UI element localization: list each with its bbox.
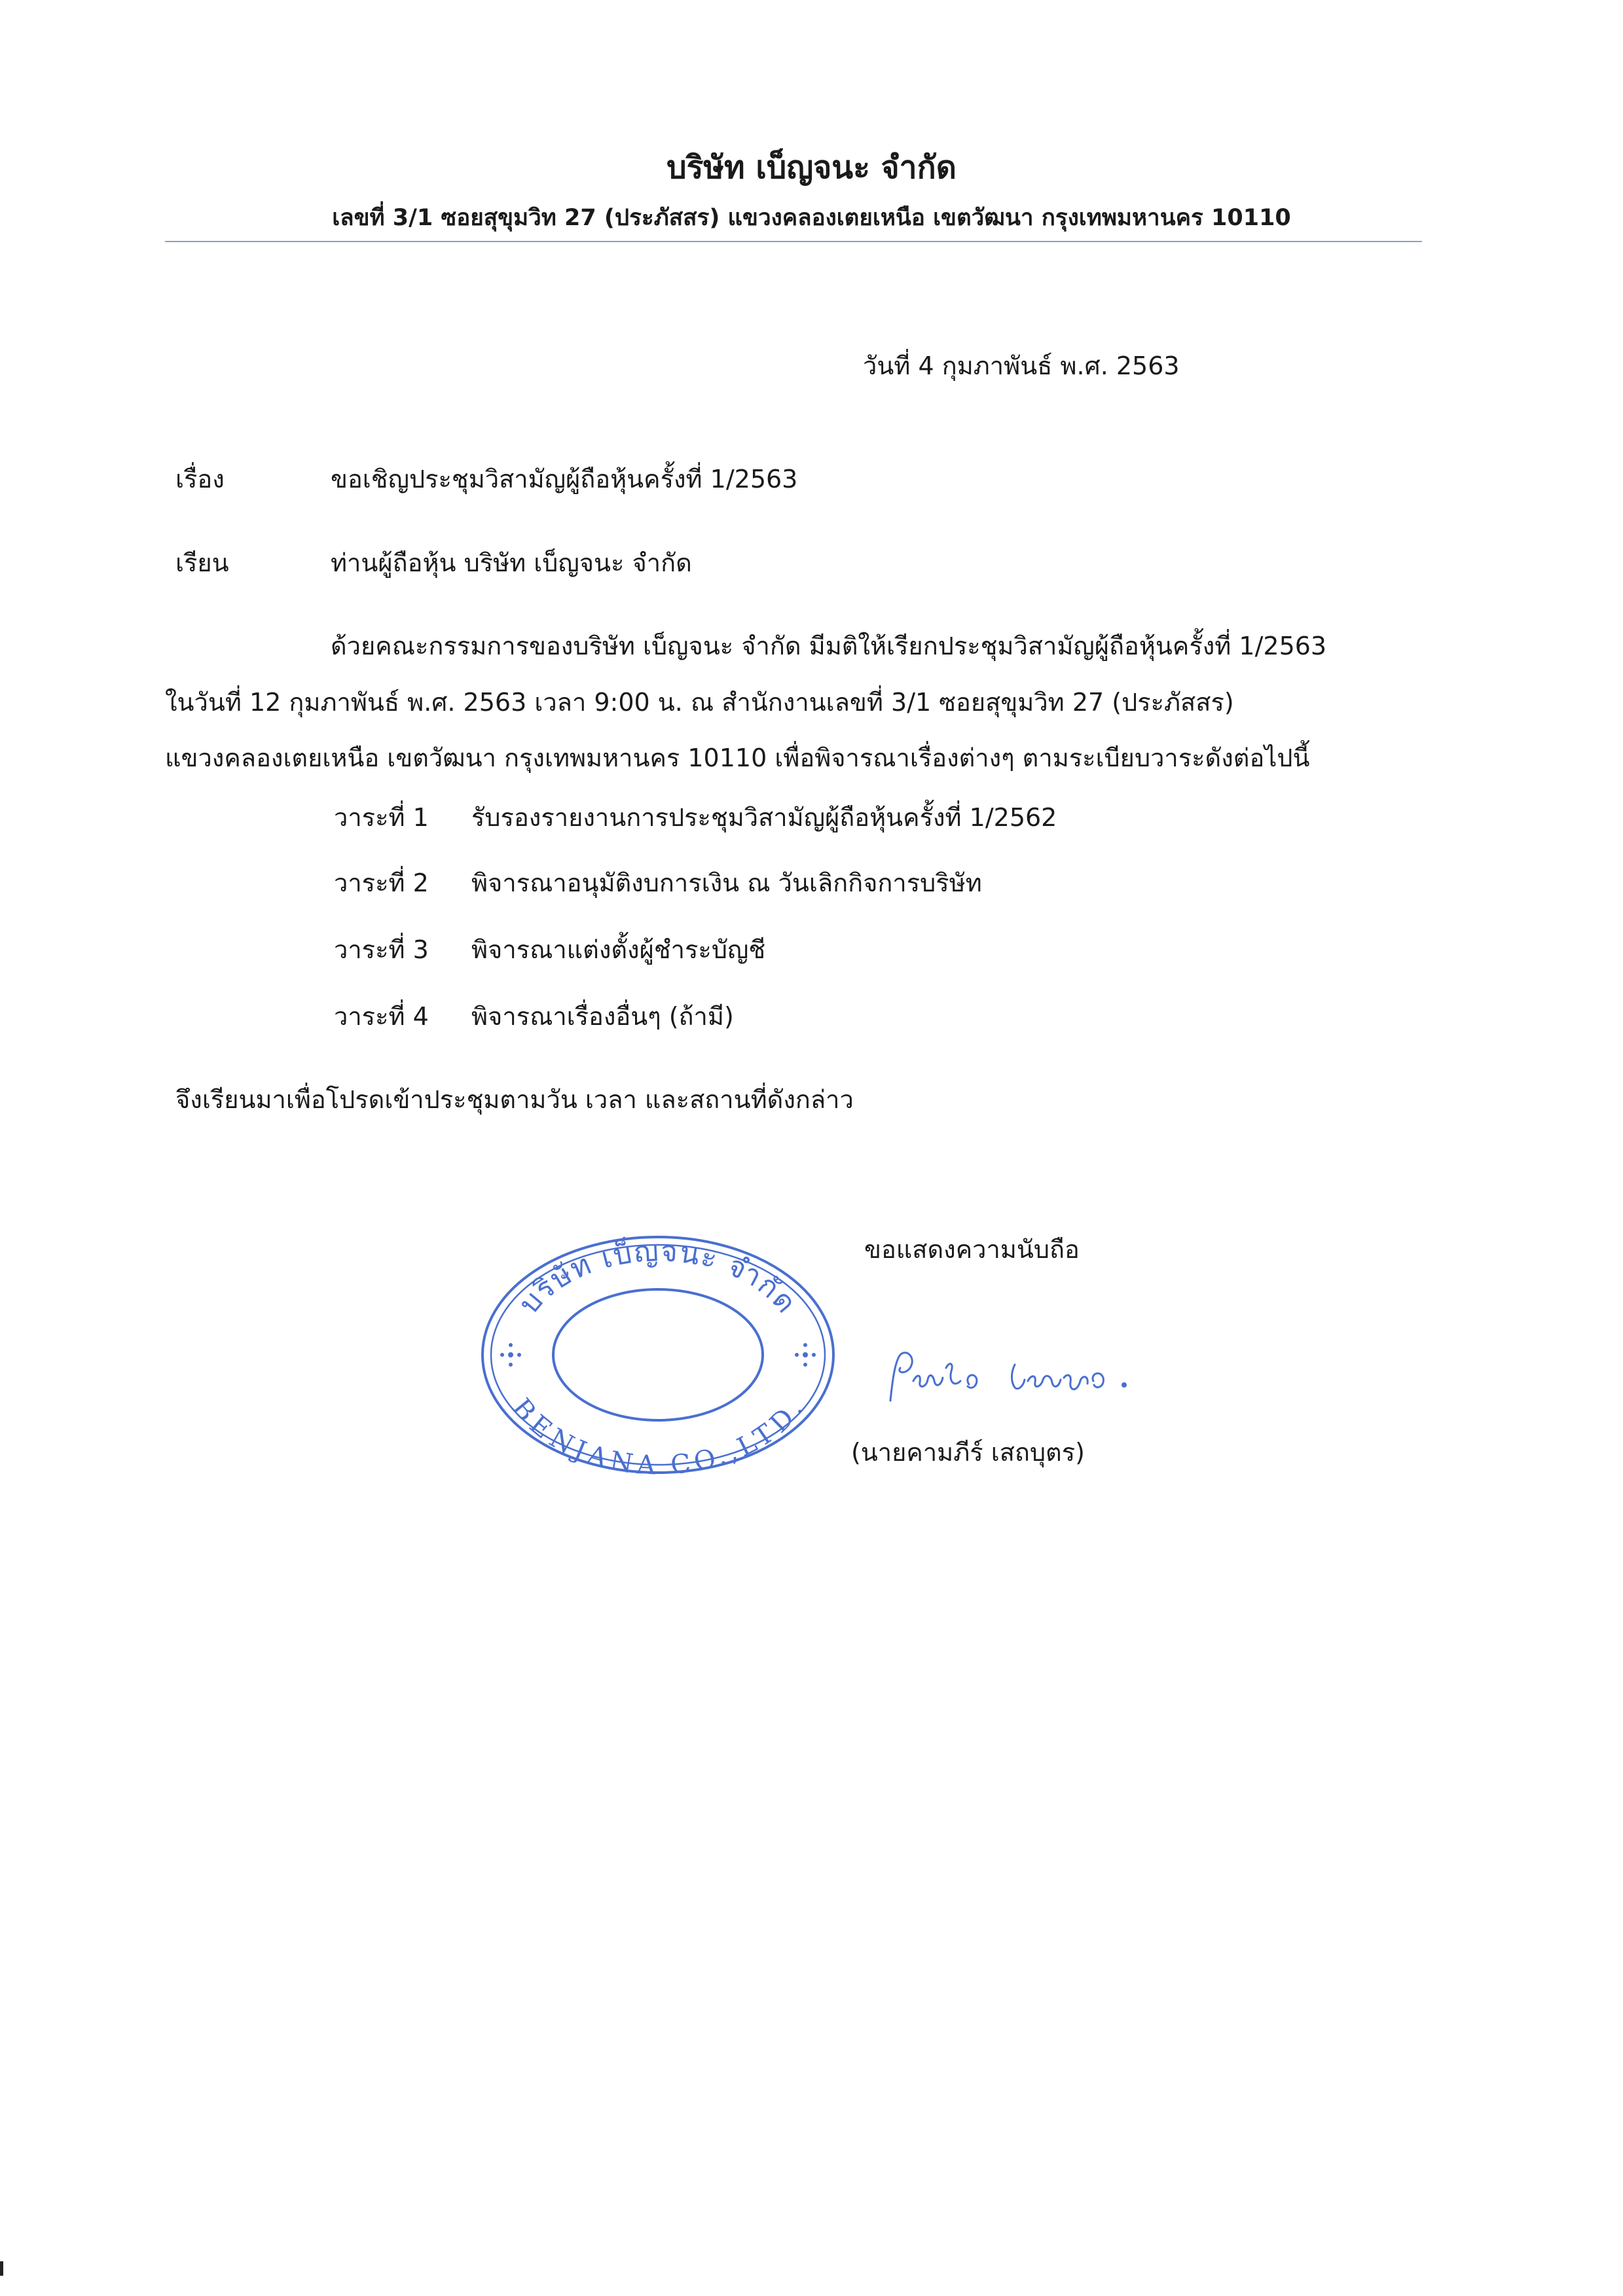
seal-thai-text: บริษัท เบ็ญจนะ จำกัด	[512, 1234, 804, 1321]
handwritten-signature	[881, 1342, 1142, 1414]
seal-ornament-right	[795, 1343, 816, 1367]
svg-text:บริษัท เบ็ญจนะ จำกัด	[513, 1234, 804, 1320]
body-line: ในวันที่ 12 กุมภาพันธ์ พ.ศ. 2563 เวลา 9:00 น. ณ สำนักงานเลขที่ 3/1 ซอยสุขุมวิท 27 (ประภัสสร)	[165, 688, 1234, 717]
agenda-label: วาระที่ 3	[334, 935, 429, 964]
svg-text:BENJANA CO.,LTD.	[506, 1393, 811, 1479]
agenda-label: วาระที่ 2	[334, 869, 429, 897]
closing-line: จึงเรียนมาเพื่อโปรดเข้าประชุมตามวัน เวลา และสถานที่ดังกล่าว	[175, 1085, 854, 1114]
agenda-label: วาระที่ 1	[334, 803, 429, 832]
recipient-label: เรียน	[175, 548, 229, 577]
body-line: แขวงคลองเตยเหนือ เขตวัฒนา กรุงเทพมหานคร 10110 เพื่อพิจารณาเรื่องต่างๆ ตามระเบียบวาระดังต่อไปนี้	[165, 744, 1310, 772]
company-seal	[475, 1230, 841, 1479]
seal-ornament-left	[500, 1343, 521, 1367]
body-line: ด้วยคณะกรรมการของบริษัท เบ็ญจนะ จำกัด มีมติให้เรียกประชุมวิสามัญผู้ถือหุ้นครั้งที่ 1/2563	[331, 632, 1327, 660]
agenda-label: วาระที่ 4	[334, 1002, 429, 1031]
agenda-text: พิจารณาเรื่องอื่นๆ (ถ้ามี)	[471, 1002, 734, 1031]
header-divider	[165, 241, 1422, 242]
regards-line: ขอแสดงความนับถือ	[864, 1235, 1080, 1264]
signer-name: (นายคามภีร์ เสถบุตร)	[851, 1438, 1085, 1467]
subject-value: ขอเชิญประชุมวิสามัญผู้ถือหุ้นครั้งที่ 1/2563	[331, 465, 798, 493]
letter-date: วันที่ 4 กุมภาพันธ์ พ.ศ. 2563	[863, 351, 1180, 380]
agenda-text: รับรองรายงานการประชุมวิสามัญผู้ถือหุ้นครั้งที่ 1/2562	[471, 803, 1057, 832]
seal-english-text: BENJANA CO.,LTD.	[506, 1393, 811, 1479]
company-name: บริษัท เบ็ญจนะ จำกัด	[666, 149, 957, 186]
agenda-text: พิจารณาแต่งตั้งผู้ชำระบัญชี	[471, 935, 766, 964]
scan-mark	[0, 2261, 3, 2276]
agenda-text: พิจารณาอนุมัติงบการเงิน ณ วันเลิกกิจการบริษัท	[471, 869, 982, 897]
recipient-value: ท่านผู้ถือหุ้น บริษัท เบ็ญจนะ จำกัด	[331, 548, 692, 577]
subject-label: เรื่อง	[175, 465, 225, 493]
company-address: เลขที่ 3/1 ซอยสุขุมวิท 27 (ประภัสสร) แขวงคลองเตยเหนือ เขตวัฒนา กรุงเทพมหานคร 10110	[332, 205, 1291, 231]
